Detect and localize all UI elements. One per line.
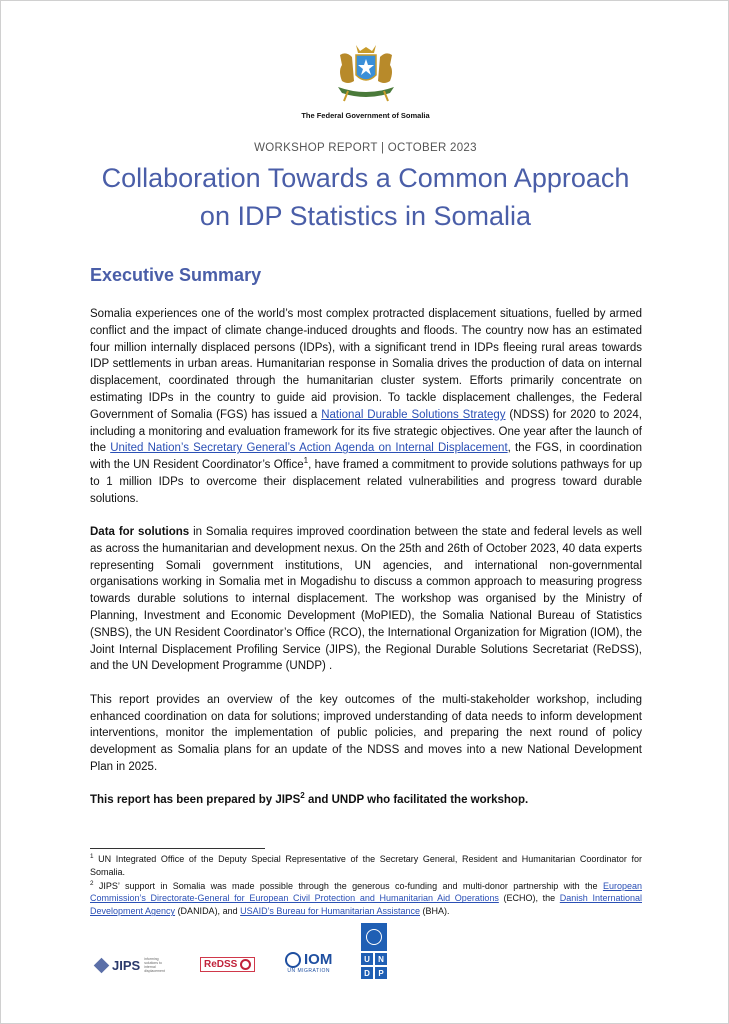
action-agenda-link[interactable]: United Nation’s Secretary General’s Action Agenda on Internal Displacement bbox=[110, 442, 508, 455]
jips-diamond-icon bbox=[94, 957, 110, 973]
partner-logos bbox=[1, 921, 729, 981]
echo-link[interactable]: European Commission’s Directorate-General for European Civil Protection and Humanitarian Aid Operations bbox=[90, 880, 642, 904]
page-title bbox=[1, 159, 729, 235]
jips-logo: JIPS informing solutions to internal displacement bbox=[96, 957, 172, 973]
footnote-1: $^1$ UN Integrated Office of the Deputy Special Representative of the Secretary General, Resident and Humanitarian Coordinator for Somalia. bbox=[90, 853, 642, 877]
paragraph-2: Data for solutions in Somalia requires improved coordination between the state and federal levels as well as across the humanitarian and development nexus. On the 25th and 26th of October 2023, 40 data experts representing Somali government institutions, UN agencies, and international non-governmental organisations working in Somalia met in Mogadishu to discuss a common approach to measuring progress towards durable solutions to internal displacement. The workshop was organised by the Ministry of Planning, Investment and Economic Development (MoPIED), the Somalia National Bureau of Statistics (SNBS), the UN Resident Coordinator’s Office (RCO), the International Organization for Migration (IOM), the Joint Internal Displacement Profiling Service (JIPS), the Regional Durable Solutions Secretariat (ReDSS), and the UN Development Programme (UNDP) . bbox=[90, 526, 642, 673]
report-kicker: WORKSHOP REPORT | OCTOBER 2023 bbox=[254, 142, 477, 154]
redss-logo: ReDSS bbox=[200, 957, 255, 972]
executive-summary-body bbox=[90, 306, 642, 826]
title-line-1: Collaboration Towards a Common Approach bbox=[101, 163, 630, 193]
government-name: The Federal Government of Somalia bbox=[301, 111, 430, 120]
footnote-ref-2: 2 bbox=[300, 791, 305, 801]
somalia-coat-of-arms-icon bbox=[330, 41, 402, 105]
paragraph-4: This report has been prepared by JIPS$^2$ and UNDP who facilitated the workshop. bbox=[90, 791, 529, 807]
paragraph-3: This report provides an overview of the key outcomes of the multi-stakeholder workshop, including enhanced coordination on data for solutions; improved understanding of data needs to inform development interventions, monitor the implementation of public policies, and preparing the next round of policy development as Somalia plans for an update of the NDSS and moves into a new National Development Plan in 2025. bbox=[90, 693, 642, 773]
danida-link[interactable]: Danish International Development Agency bbox=[90, 893, 642, 917]
paragraph-1: Somalia experiences one of the world’s most complex protracted displacement situations, fuelled by armed conflict and the impact of climate change-induced droughts and floods. The country now has an estimated four million internally displaced persons (IDPs), with a significant trend in IDPs fleeing rural areas towards IDP settlements in urban areas. Humanitarian response in Somalia drives the production of data on internal displacement, coordinated through the humanitarian cluster system. Efforts primarily concentrate on estimating IDPs in the country to guide aid provision. To tackle displacement challenges, the Federal Government of Somalia (FGS) has issued a National Durable Solutions Strategy (NDSS) for 2020 to 2024, including a monitoring and evaluation framework for its five strategic objectives. One year after the launch of the United Nation’s Secretary General’s Action Agenda on Internal Displacement, the FGS, in coordination with the UN Resident Coordinator’s Office$^1$, have framed a commitment to provide solutions pathways for up to 1 million IDPs to overcome their displacement related vulnerabilities and progress toward durable solutions. bbox=[90, 308, 643, 505]
footnote-2: $^2$ JIPS’ support in Somalia was made possible through the generous co-funding and multi-donor partnership with the European Commission’s Directorate-General for European Civil Protection and Humanitarian Aid Operations (ECHO), the Danish International Development Agency (DANIDA), and USAID’s Bureau for Humanitarian Assistance (BHA). bbox=[90, 879, 642, 917]
iom-logo: IOM UN MIGRATION bbox=[285, 951, 332, 974]
usaid-bha-link[interactable]: USAID’s Bureau for Humanitarian Assistance bbox=[240, 906, 421, 917]
un-emblem-icon bbox=[366, 929, 382, 945]
ndss-link[interactable]: National Durable Solutions Strategy bbox=[321, 408, 506, 421]
footnotes bbox=[90, 853, 642, 919]
title-line-2: on IDP Statistics in Somalia bbox=[199, 201, 532, 231]
footnote-ref-1: 1 bbox=[303, 456, 309, 466]
section-heading: Executive Summary bbox=[90, 265, 262, 285]
footnote-divider bbox=[90, 848, 265, 849]
undp-logo: U N D P bbox=[361, 923, 387, 979]
iom-globe-icon bbox=[285, 952, 301, 968]
redss-circle-icon bbox=[240, 959, 251, 970]
